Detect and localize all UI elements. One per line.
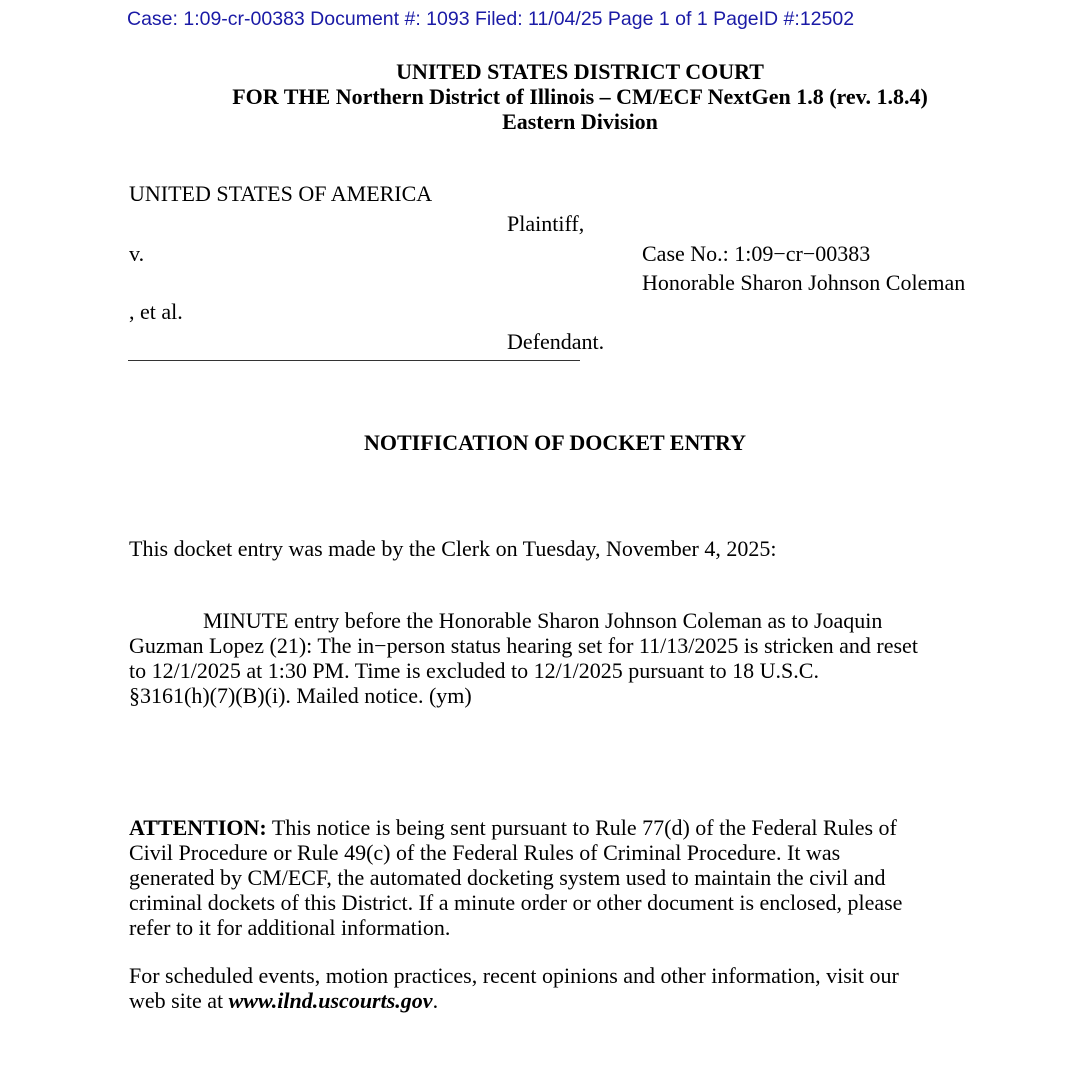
info-text: web site at <box>129 988 229 1013</box>
clerk-line: This docket entry was made by the Clerk on Tuesday, November 4, 2025: <box>129 536 777 561</box>
attention-notice <box>129 815 1029 940</box>
plaintiff-name: UNITED STATES OF AMERICA <box>129 181 433 206</box>
filing-stamp: Case: 1:09-cr-00383 Document #: 1093 Filed: 11/04/25 Page 1 of 1 PageID #:12502 <box>127 8 855 30</box>
versus: v. <box>129 241 145 266</box>
plaintiff-role: Plaintiff, <box>507 211 585 236</box>
attention-label: ATTENTION: <box>129 815 267 840</box>
attention-text: generated by CM/ECF, the automated docketing system used to maintain the civil and <box>129 865 886 890</box>
court-website-link[interactable]: www.ilnd.uscourts.gov <box>228 988 433 1013</box>
judge-name: Honorable Sharon Johnson Coleman <box>642 270 966 295</box>
attention-text: This notice is being sent pursuant to Rule 77(d) of the Federal Rules of <box>266 815 897 840</box>
minute-entry-line: §3161(h)(7)(B)(i). Mailed notice. (ym) <box>129 683 472 708</box>
attention-text: refer to it for additional information. <box>129 915 451 940</box>
minute-entry <box>129 608 1029 708</box>
case-number: Case No.: 1:09−cr−00383 <box>642 241 871 266</box>
court-name: UNITED STATES DISTRICT COURT <box>396 59 764 84</box>
info-text: . <box>432 988 439 1013</box>
attention-text: Civil Procedure or Rule 49(c) of the Federal Rules of Criminal Procedure. It was <box>129 840 841 865</box>
defendant-role: Defendant. <box>507 329 605 354</box>
minute-entry-line: to 12/1/2025 at 1:30 PM. Time is excluded to 12/1/2025 pursuant to 18 U.S.C. <box>129 658 819 683</box>
minute-entry-line: MINUTE entry before the Honorable Sharon Johnson Coleman as to Joaquin <box>203 608 883 633</box>
info-text: For scheduled events, motion practices, recent opinions and other information, visit our <box>129 963 899 988</box>
caption-divider <box>128 360 580 361</box>
court-district: FOR THE Northern District of Illinois – CM/ECF NextGen 1.8 (rev. 1.8.4) <box>232 84 928 109</box>
minute-entry-line: Guzman Lopez (21): The in−person status hearing set for 11/13/2025 is stricken and reset <box>129 633 918 658</box>
court-division: Eastern Division <box>502 109 658 134</box>
defendant-name: , et al. <box>129 299 183 324</box>
document-title: NOTIFICATION OF DOCKET ENTRY <box>364 430 747 455</box>
info-notice <box>129 963 1029 1013</box>
attention-text: criminal dockets of this District. If a minute order or other document is enclosed, please <box>129 890 903 915</box>
